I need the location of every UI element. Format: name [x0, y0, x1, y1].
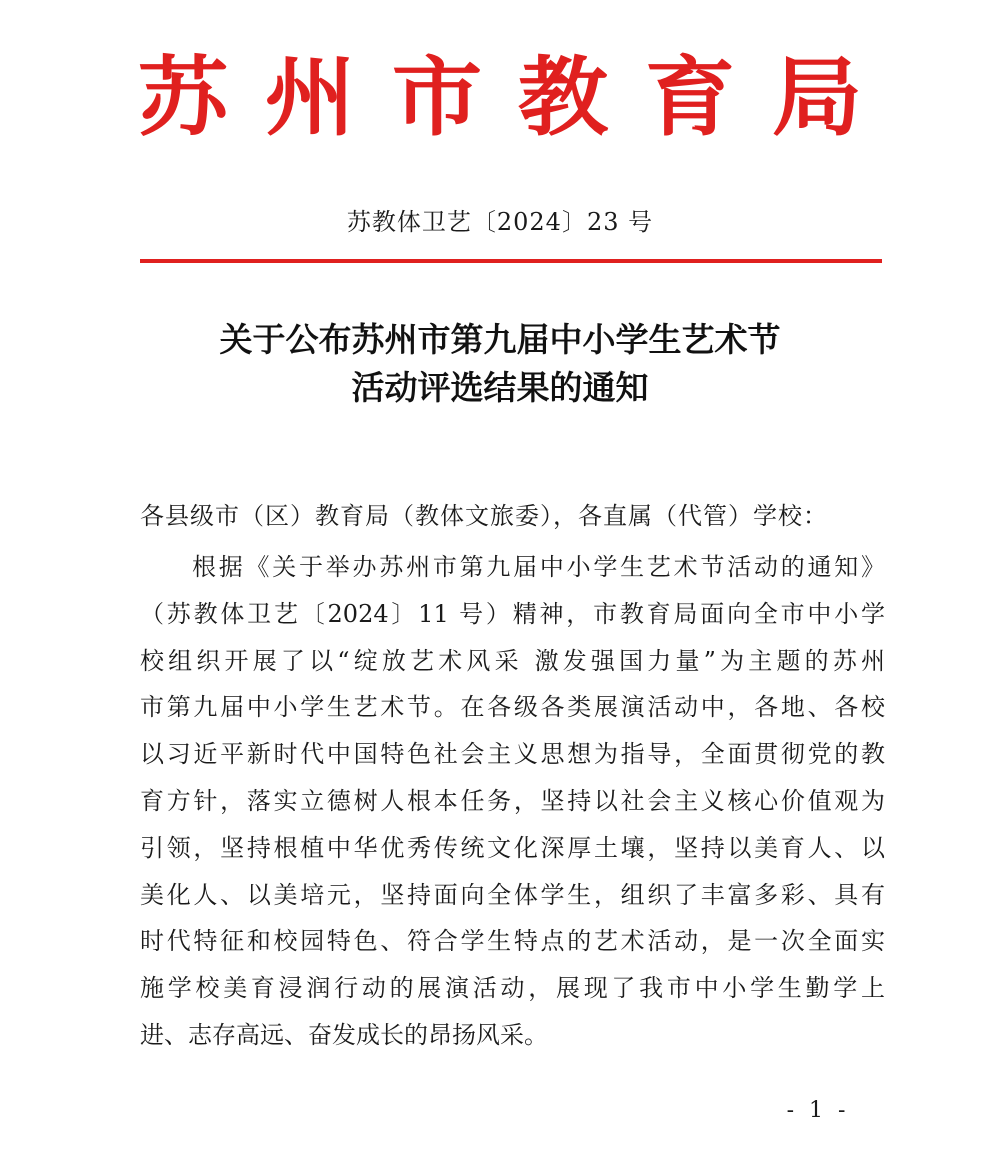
- masthead-char: 局: [771, 47, 863, 148]
- notice-title: [0, 316, 1000, 412]
- title-line: 关于公布苏州市第九届中小学生艺术节: [219, 320, 781, 359]
- red-header-rule: [140, 259, 882, 263]
- paragraph-line: （苏教体卫艺〔2024〕11 号）精神，市教育局面向全市中小学: [140, 599, 885, 628]
- paragraph-line: 进、志存高远、奋发成长的昂扬风采。: [140, 1020, 548, 1049]
- masthead-char: 市: [391, 47, 482, 148]
- body-paragraph: [140, 544, 885, 1059]
- salutation: 各县级市（区）教育局（教体文旅委），各直属（代管）学校：: [140, 502, 828, 530]
- agency-masthead: [137, 47, 863, 148]
- paragraph-line: 施学校美育浸润行动的展演活动，展现了我市中小学生勤学上: [140, 974, 885, 1003]
- title-line: 活动评选结果的通知: [351, 368, 649, 407]
- document-number: 苏教体卫艺〔2024〕23 号: [346, 208, 654, 236]
- paragraph-line: 育方针，落实立德树人根本任务，坚持以社会主义核心价值观为: [140, 786, 885, 815]
- page-number: - 1 -: [786, 1098, 850, 1123]
- masthead-char: 州: [264, 47, 355, 148]
- masthead-char: 苏: [137, 47, 229, 148]
- masthead-char: 教: [518, 47, 609, 148]
- paragraph-line: 根据《关于举办苏州市第九届中小学生艺术节活动的通知》: [192, 553, 885, 581]
- paragraph-line: 校组织开展了以“绽放艺术风采 激发强国力量”为主题的苏州: [140, 646, 885, 675]
- paragraph-line: 引领，坚持根植中华优秀传统文化深厚土壤，坚持以美育人、以: [140, 833, 885, 862]
- masthead-char: 育: [645, 47, 736, 148]
- paragraph-line: 以习近平新时代中国特色社会主义思想为指导，全面贯彻党的教: [140, 740, 885, 769]
- paragraph-line: 时代特征和校园特色、符合学生特点的艺术活动，是一次全面实: [140, 927, 885, 956]
- paragraph-line: 市第九届中小学生艺术节。在各级各类展演活动中，各地、各校: [140, 693, 885, 722]
- paragraph-line: 美化人、以美培元，坚持面向全体学生，组织了丰富多彩、具有: [140, 880, 885, 909]
